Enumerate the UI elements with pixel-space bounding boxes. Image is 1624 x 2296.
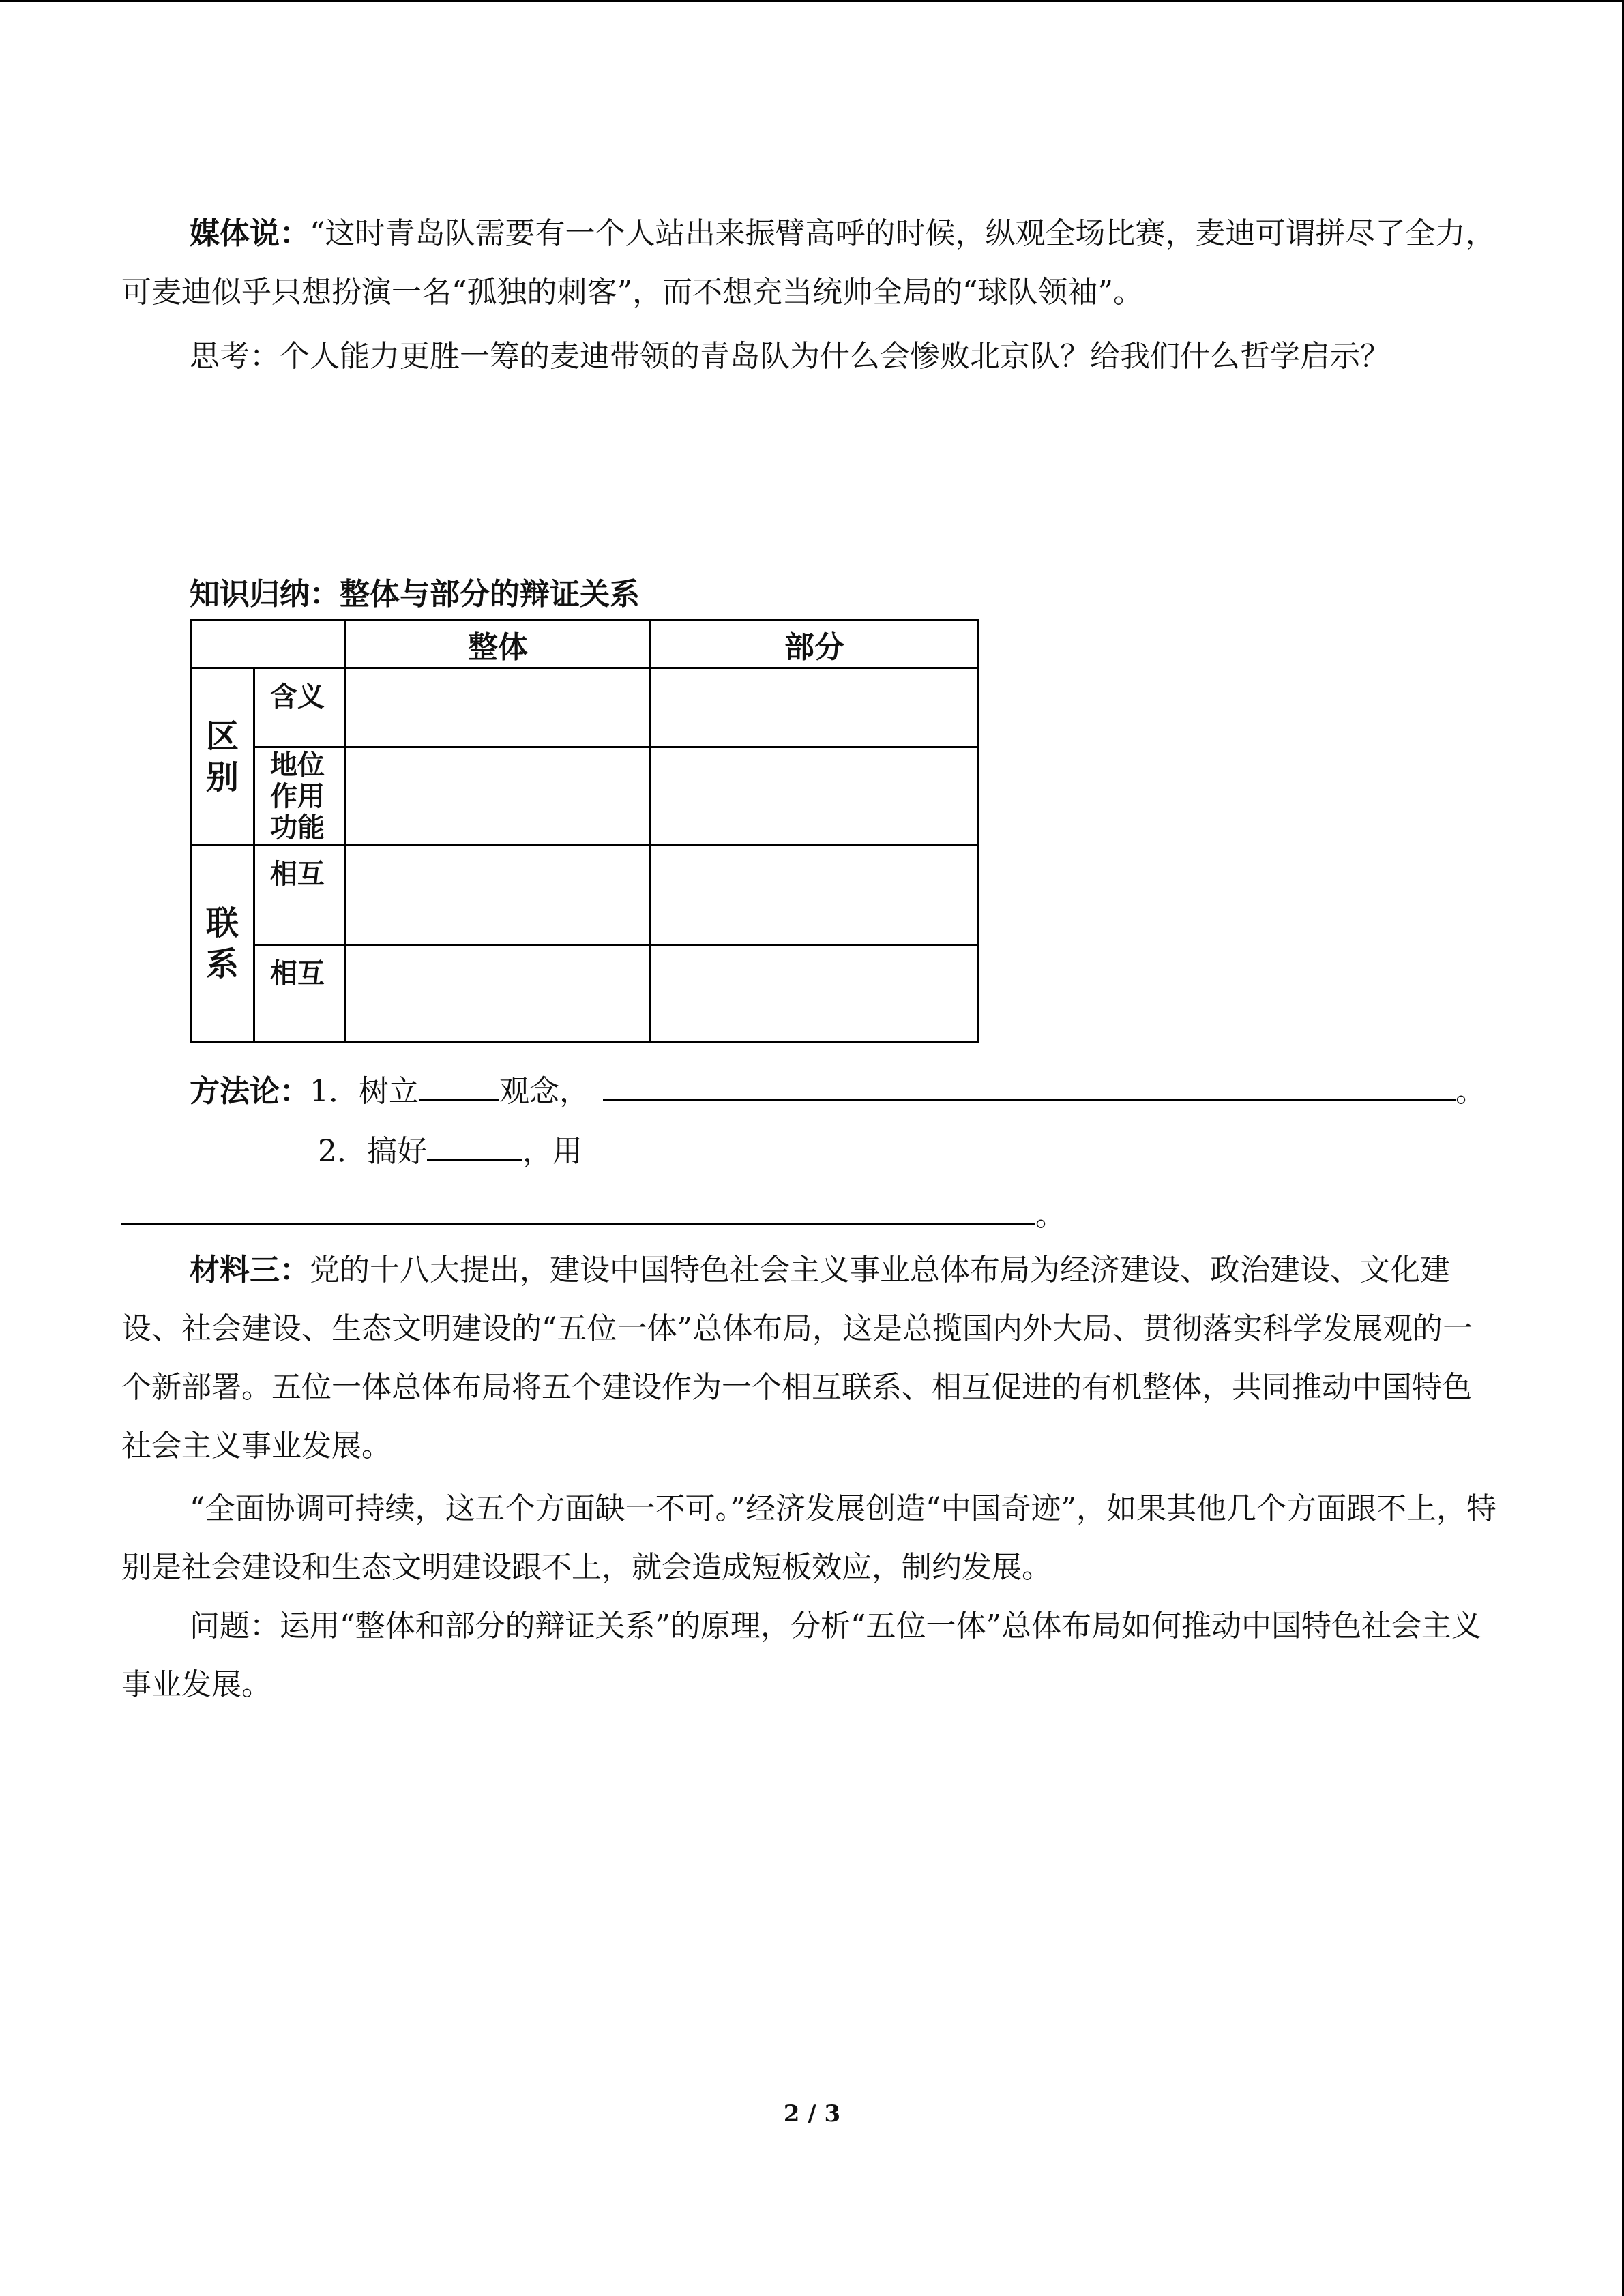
row-mutual1-label: 相互: [254, 846, 346, 945]
row-meaning-label: 含义: [254, 668, 346, 747]
row-mutual2-label: 相互: [254, 945, 346, 1042]
material3-question: 问题：运用“整体和部分的辩证关系”的原理，分析“五位一体”总体布局如何推动中国特色社会主义事业发展。: [121, 1609, 1481, 1702]
method-item1-end: 。: [1456, 1074, 1486, 1109]
cell-whole-mutual1[interactable]: [346, 846, 651, 945]
method-item2-prefix: 2．搞好: [318, 1134, 427, 1169]
method-item1-prefix: 1．树立: [310, 1074, 419, 1109]
blank-concept[interactable]: [419, 1069, 499, 1101]
cell-part-mutual2[interactable]: [651, 945, 979, 1042]
method-item2-mid: ，用: [522, 1134, 582, 1169]
group-link: 联系: [191, 846, 254, 1042]
material2-paragraph: [121, 205, 1499, 322]
cell-part-role[interactable]: [651, 747, 979, 846]
page-top-border: [0, 0, 1624, 2]
material3-quote: “全面协调可持续，这五个方面缺一不可。”经济发展创造“中国奇迹”，如果其他几个方面跟不上，特别是社会建设和生态文明建设跟不上，就会造成短板效应，制约发展。: [121, 1491, 1496, 1585]
material3-text: 党的十八大提出，建设中国特色社会主义事业总体布局为经济建设、政治建设、文化建设、社会建设、生态文明建设的“五位一体”总体布局，这是总揽国内外大局、贯彻落实科学发展观的一个新部署。五位一体总体布局将五个建设作为一个相互联系、相互促进的有机整体，共同推动中国特色社会主义事业发展。: [121, 1253, 1473, 1463]
material2-text: “这时青岛队需要有一个人站出来振臂高呼的时候，纵观全场比赛，麦迪可谓拼尽了全力，可麦迪似乎只想扮演一名“孤独的刺客”，而不想充当统帅全局的“球队领袖”。: [121, 216, 1496, 310]
cell-part-mutual1[interactable]: [651, 846, 979, 945]
cell-part-meaning[interactable]: [651, 668, 979, 747]
cell-whole-mutual2[interactable]: [346, 945, 651, 1042]
group-difference: 区别: [191, 668, 254, 846]
method-item1-mid: 观念，: [499, 1074, 589, 1109]
blank-method2-long[interactable]: [121, 1193, 1035, 1225]
method-line2: [318, 1129, 582, 1172]
row-role-label: 地位 作用 功能: [254, 747, 346, 846]
summary-title: 知识归纳：整体与部分的辩证关系: [190, 577, 640, 612]
method-item2-end: 。: [1035, 1198, 1065, 1233]
table-corner-cell: [191, 621, 346, 668]
cell-whole-meaning[interactable]: [346, 668, 651, 747]
blank-method2-short[interactable]: [427, 1129, 522, 1161]
page-number: 2 / 3: [783, 2100, 841, 2128]
blank-method1-long[interactable]: [603, 1069, 1456, 1101]
method-line1: [190, 1069, 1486, 1112]
question2-paragraph: 思考：个人能力更胜一筹的麦迪带领的青岛队为什么会惨败北京队？给我们什么哲学启示？: [190, 339, 1390, 374]
material2-label: 媒体说：: [190, 216, 310, 251]
material3-label: 材料三：: [190, 1253, 310, 1287]
header-part: 部分: [651, 621, 979, 668]
knowledge-table: [190, 619, 979, 1043]
material3-paragraph: [121, 1241, 1499, 1476]
header-whole: 整体: [346, 621, 651, 668]
method-label: 方法论：: [190, 1074, 310, 1109]
method-line3: [121, 1193, 1065, 1236]
cell-whole-role[interactable]: [346, 747, 651, 846]
